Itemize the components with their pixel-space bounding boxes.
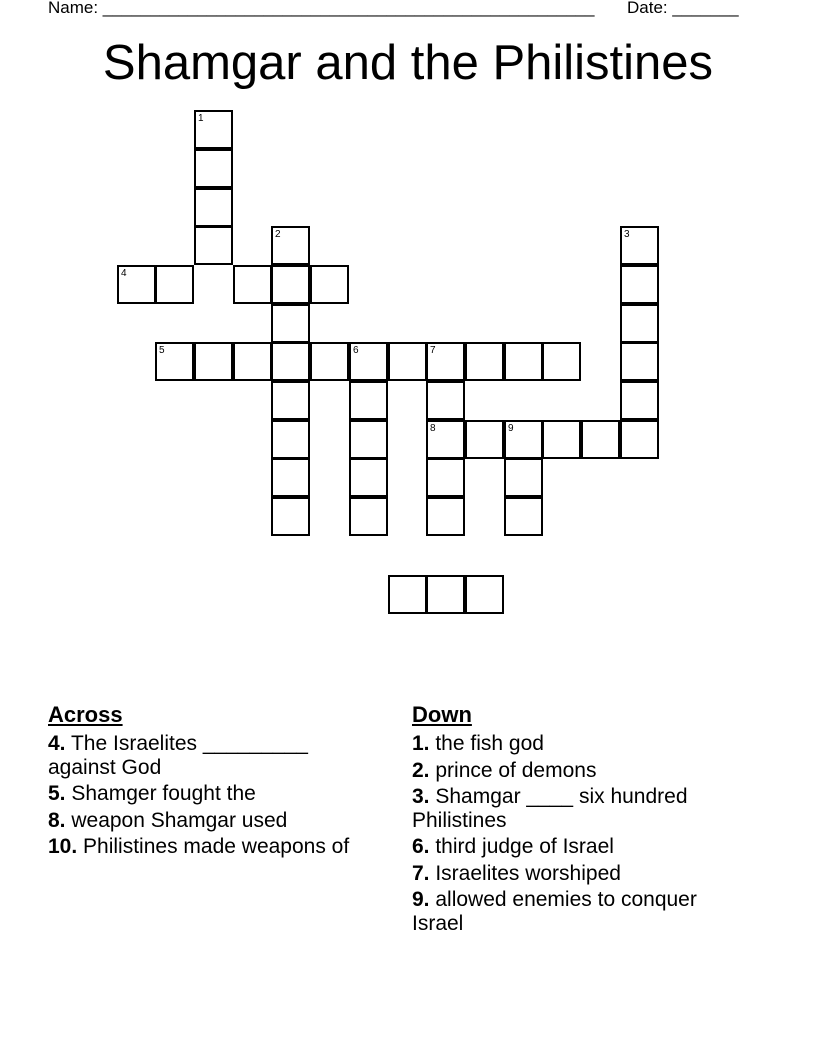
clue-number: 1. (412, 732, 430, 755)
cell-number: 7 (430, 345, 436, 356)
grid-cell[interactable] (426, 342, 465, 381)
across-clues (48, 702, 378, 862)
clue-text: Shamgar ____ six hundred Philistines (412, 785, 688, 832)
down-clues (412, 702, 742, 938)
grid-cell[interactable] (504, 497, 543, 536)
grid-cell[interactable] (465, 575, 504, 614)
grid-cell[interactable] (426, 381, 465, 420)
clue-text: Philistines made weapons of (77, 835, 350, 858)
grid-cell[interactable] (465, 420, 504, 459)
grid-cell[interactable] (155, 342, 194, 381)
grid-cell[interactable] (426, 458, 465, 497)
grid-cell[interactable] (271, 226, 310, 265)
grid-cell[interactable] (620, 265, 659, 304)
clue-text: allowed enemies to conquer Israel (412, 888, 697, 935)
clue-text: weapon Shamgar used (65, 808, 288, 832)
clue-text: the fish god (429, 732, 544, 755)
grid-cell[interactable] (620, 342, 659, 381)
grid-cell[interactable] (194, 226, 233, 265)
grid-cell[interactable] (620, 226, 659, 265)
clue-down-2 (412, 759, 742, 783)
clue-text: prince of demons (429, 758, 597, 782)
clue-number: 7. (412, 861, 430, 885)
clue-number: 2. (412, 758, 430, 782)
clue-number: 6. (412, 835, 430, 858)
clue-number: 4. (48, 732, 66, 755)
grid-cell[interactable] (388, 575, 427, 614)
grid-cell[interactable] (426, 497, 465, 536)
clue-across-5 (48, 782, 378, 806)
clue-across-8 (48, 809, 378, 833)
clue-number: 3. (412, 785, 430, 808)
clue-down-1 (412, 732, 742, 756)
grid-cell[interactable] (620, 381, 659, 420)
grid-cell[interactable] (542, 342, 581, 381)
clue-text: Israelites worshiped (429, 861, 621, 885)
grid-cell[interactable] (271, 342, 310, 381)
clue-down-6 (412, 835, 742, 859)
clue-down-7 (412, 862, 742, 886)
grid-cell[interactable] (349, 497, 388, 536)
grid-cell[interactable] (194, 149, 233, 188)
cell-number: 9 (508, 423, 514, 434)
grid-cell[interactable] (426, 420, 465, 459)
cell-number: 2 (275, 229, 281, 240)
grid-cell[interactable] (349, 342, 388, 381)
clue-text: The Israelites _________ against God (48, 732, 308, 779)
grid-cell[interactable] (504, 420, 543, 459)
grid-cell[interactable] (271, 458, 310, 497)
grid-cell[interactable] (542, 420, 581, 459)
grid-cell[interactable] (620, 420, 659, 459)
grid-cell[interactable] (194, 110, 233, 149)
grid-cell[interactable] (271, 265, 310, 304)
grid-cell[interactable] (194, 188, 233, 227)
clue-number: 5. (48, 782, 66, 805)
grid-cell[interactable] (155, 265, 194, 304)
grid-cell[interactable] (271, 420, 310, 459)
cell-number: 3 (624, 229, 630, 240)
grid-cell[interactable] (388, 342, 427, 381)
grid-cell[interactable] (465, 342, 504, 381)
clue-number: 10. (48, 835, 78, 858)
grid-cell[interactable] (349, 458, 388, 497)
clue-text: third judge of Israel (429, 835, 614, 858)
grid-cell[interactable] (426, 575, 465, 614)
grid-cell[interactable] (620, 304, 659, 343)
cell-number: 1 (198, 113, 204, 124)
clue-down-9 (412, 888, 742, 935)
grid-cell[interactable] (349, 420, 388, 459)
clue-number: 8. (48, 808, 66, 832)
cell-number: 4 (121, 268, 127, 279)
grid-cell[interactable] (310, 265, 349, 304)
grid-cell[interactable] (271, 381, 310, 420)
grid-cell[interactable] (271, 497, 310, 536)
name-field-label: Name: ____________________________________________________ (48, 0, 595, 17)
clue-down-3 (412, 785, 742, 832)
grid-cell[interactable] (271, 304, 310, 343)
cell-number: 6 (353, 345, 359, 356)
page-title: Shamgar and the Philistines (102, 36, 714, 90)
clue-across-10 (48, 835, 378, 859)
clue-across-4 (48, 732, 378, 779)
down-heading: Down (412, 702, 472, 727)
grid-cell[interactable] (581, 420, 620, 459)
clue-text: Shamger fought the (65, 782, 256, 805)
clue-number: 9. (412, 888, 430, 911)
grid-cell[interactable] (349, 381, 388, 420)
grid-cell[interactable] (117, 265, 156, 304)
cell-number: 5 (159, 345, 165, 356)
grid-cell[interactable] (504, 458, 543, 497)
grid-cell[interactable] (194, 342, 233, 381)
grid-cell[interactable] (233, 342, 272, 381)
across-heading: Across (48, 702, 123, 727)
cell-number: 8 (430, 423, 436, 434)
grid-cell[interactable] (504, 342, 543, 381)
date-field-label: Date: _______ (627, 0, 739, 17)
grid-cell[interactable] (310, 342, 349, 381)
grid-cell[interactable] (233, 265, 272, 304)
